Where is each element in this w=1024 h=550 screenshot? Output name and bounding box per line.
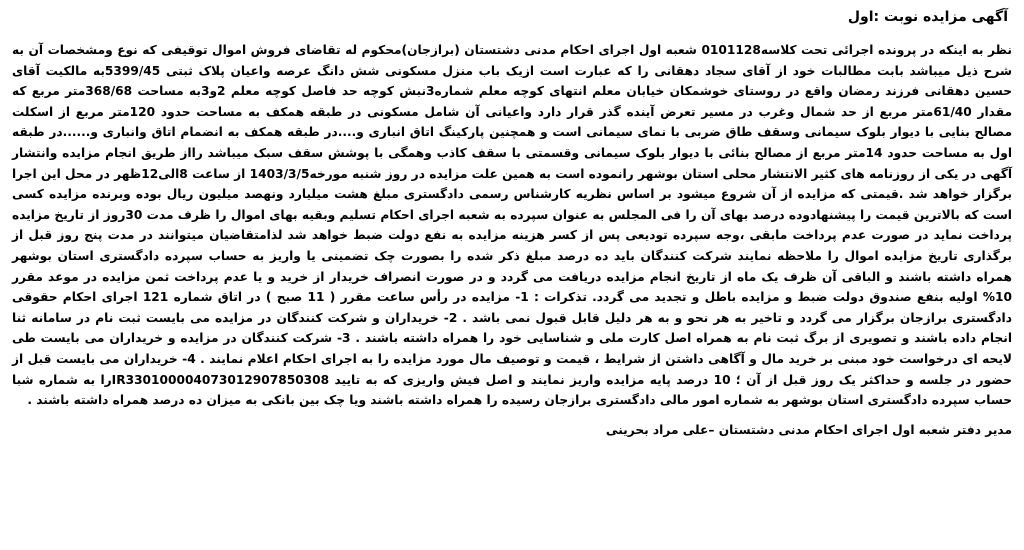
notice-signature: مدیر دفتر شعبه اول اجرای احکام مدنی دشتستان –علی مراد بحرینی — [605, 422, 1012, 437]
notice-title: آگهی مزایده نوبت :اول — [847, 9, 1008, 25]
notice-body: نظر به اینکه در پرونده اجرائی تحت کلاسه0101128 شعبه اول اجرای احکام مدنی دشتستان (برازجان)محکوم له تقاضای فروش اموال توقیفی که نوع ومشخصات آن به شرح ذیل میباشد بابت مطالبات خود از آقای سجاد دهقانی را که عبارت است ازیک باب منزل مسکونی شش دانگ عرصه واعیان پلاک ثبتی 5399/45به مالکیت آقای حسین دهقانی فرزند رمضان واقع در روستای خوشمکان خیابان معلم انتهای کوچه معلم شماره3نبش کوچه حد فاصل کوچه معلم 2و3به مساحت 368/68متر مربع که مقدار 61/40متر مربع از حد شمال وغرب در مسیر تعرض آینده گذر قرار دارد واعیانی آن شامل مسکونی در طبقه همکف به مساحت حدود 120متر مربع از اسکلت مصالح بنایی با دیوار بلوک سیمانی وسقف طاق ضربی با نمای سیمانی است و همچنین پارکینگ اتاق انباری و....در طبقه همکف به انضمام اتاق وانباری و......در طبقه اول به مساحت حدود 14متر مربع از مصالح بنائی با دیوار بلوک سیمانی وقسمتی با سقف کاذب وهمگی با پوشش سقف سبک میباشد رااز طریق انجام مزایده وانتشار آگهی در یکی از روزنامه های کثیر الانتشار محلی استان بوشهر رانموده است به همین علت مزایده در روز شنبه مورخه1403/3/5 از ساعت 8الی12ظهر در محل این اجرا برگزار خواهد شد .قیمتی که مزایده از آن شروع میشود بر اساس نظریه کارشناس رسمی دادگستری مبلغ هشت میلیارد ونهصد میلیون ریال بوده وبرنده مزایده کسی است که بالاترین قیمت را پیشنهادوده درصد بهای آن را فی المجلس به عنوان سپرده به شعبه اجرای احکام تسلیم وبقیه بهای اموال را ظرف مدت 30روز از تاریخ مزایده پرداخت نماید در صورت عدم پرداخت مابقی ،وجه سپرده تودیعی پس از کسر هزینه مزایده به نفع دولت ضبط خواهد شد لذامتقاضیان میتوانند در مدت پنج روز قبل از برگذاری تاریخ مزایده اموال را ملاحظه نمایند شرکت کنندگان باید ده درصد مبلغ ذکر شده را بصورت چک تضمینی یا واریز به حساب سپرده دادگستری استان بوشهر همراه داشته باشند و الباقی آن ظرف یک ماه از تاریخ انجام مزایده دریافت می گردد و در صورت انصراف خریدار از خرید و یا عدم پرداخت ثمن مزایده در موعد مقرر 10% اولیه بنفع صندوق دولت ضبط و مزایده باطل و تجدید می گردد. تذکرات : 1- مزایده در رأس ساعت مقرر ( 11 صبح ) در اتاق شماره 121 اجرای احکام حقوقی دادگستری برازجان برگزار می گردد و تاخیر به هر نحو و به هر دلیل قابل قبول نمی باشد . 2- خریداران و شرکت کنندگان در مزایده می بایست ثبت نام در سامانه ثنا انجام داده باشند و تصویری از برگ ثبت نام به همراه اصل کارت ملی و شناسایی خود را همراه داشته باشند . 3- شرکت کنندگان در مزایده و خریداران می بایست طی لایحه ای درخواست خود مبنی بر خرید مال و آگاهی داشتن از شرایط ، قیمت و توصیف مال مورد مزایده را به اجرای احکام اعلام نمایند . 4- خریداران می بایست قبل از حضور در جلسه و حداکثر یک روز قبل از آن ؛ 10 درصد پایه مزایده واریز نمایند و اصل فیش واریزی که به تایید IR330100004073012907850308را به شماره شبا حساب سپرده دادگستری استان بوشهر به شماره امور مالی دادگستری برازجان رسیده را همراه داشته باشند ویا چک بین بانکی به میزان ده درصد همراه داشته باشند . — [12, 43, 1013, 408]
